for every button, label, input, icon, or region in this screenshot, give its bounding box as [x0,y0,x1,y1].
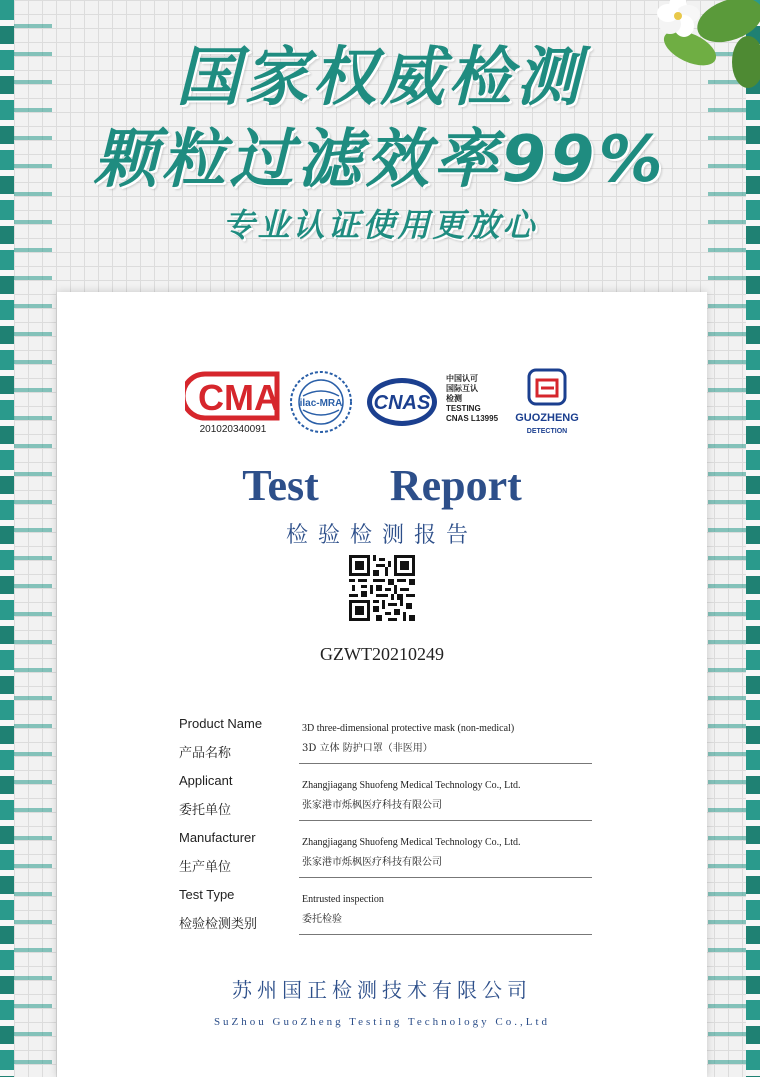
report-number: GZWT20210249 [320,644,444,664]
cma-number: 201020340091 [199,424,267,435]
ilac-mra-logo [289,370,353,434]
report-title-en: Test Report [242,461,522,510]
field-label-cn: 检验检测类别 [179,917,258,932]
field-value-cn: 委托检验 [302,914,342,925]
svg-text:GUOZHENG: GUOZHENG [515,412,579,424]
cma-logo [185,370,281,422]
field-underline [299,820,592,821]
field-manufacturer [179,826,593,883]
field-value-en: Zhangjiagang Shuofeng Medical Technology Co., Ltd. [302,780,521,791]
cnas-accreditation-text: 中国认可 国际互认 检测 TESTING CNAS L13995 [446,374,499,423]
report-fields [179,712,593,940]
field-underline [299,763,592,764]
guozheng-logo [512,366,582,440]
field-applicant [179,769,593,826]
field-value-en: Entrusted inspection [302,894,384,905]
banner-title-line1: 国家权威检测 [176,41,584,115]
field-value-cn: 3D 立体 防护口罩（非医用） [302,743,433,754]
field-value-cn: 张家港市烁枫医疗科技有限公司 [302,857,442,868]
field-label-en: Product Name [179,716,263,731]
banner-title-line2: 颗粒过滤效率99% [93,123,667,197]
field-value-cn: 张家港市烁枫医疗科技有限公司 [302,800,442,811]
company-name-en: SuZhou GuoZheng Testing Technology Co.,Ltd [213,1016,551,1028]
svg-text:ilac-MRA: ilac-MRA [299,398,343,409]
certification-logos [57,352,707,442]
field-test-type [179,883,593,940]
banner-subtitle: 专业认证使用更放心 [222,206,538,244]
svg-text:DETECTION: DETECTION [526,428,568,435]
field-label-cn: 产品名称 [179,746,232,761]
report-title-cn: 检验检测报告 [285,523,478,548]
field-underline [299,877,592,878]
cnas-logo [365,376,439,428]
field-label-en: Test Type [179,887,235,902]
field-label-cn: 生产单位 [179,860,232,875]
svg-text:CNAS: CNAS [373,392,431,414]
field-value-en: 3D three-dimensional protective mask (non-medical) [302,723,515,734]
field-label-cn: 委托单位 [179,803,232,818]
company-name-cn: 苏州国正检测技术有限公司 [232,978,532,1002]
svg-text:CMA: CMA [198,377,280,418]
field-value-en: Zhangjiagang Shuofeng Medical Technology Co., Ltd. [302,837,521,848]
field-label-en: Manufacturer [179,830,256,845]
qr-code [349,555,415,621]
field-underline [299,934,592,935]
field-product-name [179,712,593,769]
test-report-document [57,292,707,1077]
field-label-en: Applicant [179,773,233,788]
